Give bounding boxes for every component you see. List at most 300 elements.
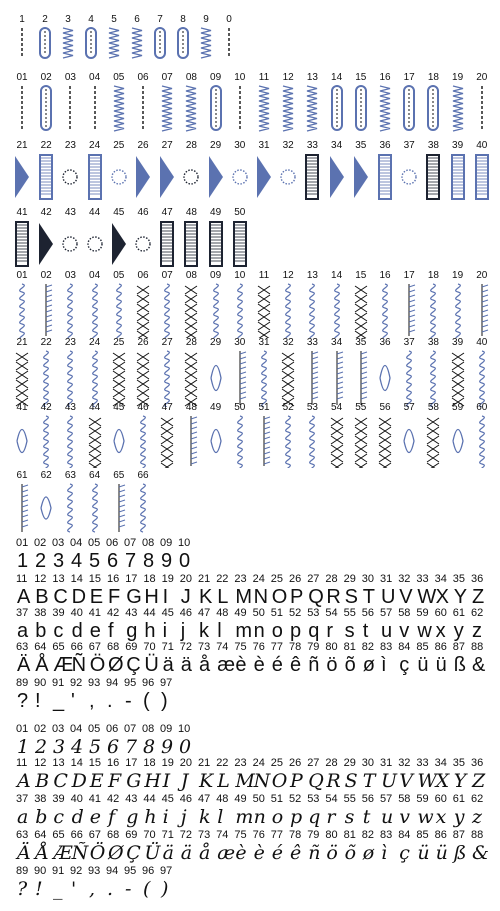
script-font-number: 87	[452, 829, 466, 841]
stitch-pattern	[132, 207, 154, 269]
script-font-number: 14	[70, 757, 83, 769]
stitch-pattern-icon	[375, 84, 395, 132]
script-font-number: 54	[325, 793, 338, 805]
script-font-number: 01	[16, 723, 29, 735]
stitch-number: 56	[379, 402, 391, 413]
stitch-number: 24	[89, 140, 101, 151]
script-font-number: 76	[252, 829, 265, 841]
script-font-number: 53	[307, 793, 320, 805]
script-font-glyph: b	[35, 806, 48, 828]
script-font-glyph: Ä	[17, 842, 31, 864]
stitch-number: 6	[134, 14, 140, 25]
block-font-number: 38	[34, 607, 47, 619]
stitch-number: 39	[452, 337, 464, 348]
stitch-pattern-icon	[448, 349, 468, 407]
block-font-glyph: y	[453, 620, 464, 642]
script-font-number: 66	[70, 829, 83, 841]
stitch-number: 27	[161, 337, 173, 348]
stitch-pattern	[132, 402, 154, 468]
script-font-number: 31	[380, 757, 393, 769]
script-font-glyph: ø	[362, 842, 375, 864]
script-font-number: 65	[52, 829, 65, 841]
stitch-pattern	[229, 72, 251, 132]
stitch-pattern-icon	[58, 26, 78, 60]
stitch-pattern-icon	[36, 482, 56, 534]
stitch-pattern-icon	[230, 84, 250, 132]
block-font-number: 52	[289, 607, 302, 619]
stitch-number: 38	[427, 140, 439, 151]
block-font-glyph: 5	[89, 550, 101, 572]
stitch-number: 22	[40, 337, 52, 348]
block-font-number: 51	[270, 607, 284, 619]
stitch-pattern-icon	[448, 84, 468, 132]
script-font-number: 05	[88, 723, 101, 735]
script-font-number: 96	[142, 865, 155, 877]
script-font-number: 79	[307, 829, 320, 841]
block-font-glyph: m	[235, 620, 253, 642]
stitch-pattern-icon	[196, 26, 216, 60]
stitch-pattern-icon	[230, 282, 250, 338]
script-font-number: 94	[106, 865, 119, 877]
script-font-glyph: è	[235, 842, 247, 864]
stitch-pattern	[277, 72, 299, 132]
stitch-number: 13	[306, 72, 318, 83]
block-font-glyph: ä	[180, 654, 192, 676]
script-font-glyph: N	[253, 770, 271, 792]
stitch-pattern-icon	[375, 282, 395, 338]
script-font-glyph: !	[35, 878, 43, 900]
stitch-pattern	[84, 207, 106, 269]
script-font-glyph: O	[271, 770, 288, 792]
script-font-glyph: h	[144, 806, 157, 828]
block-font-glyph: Å	[35, 654, 49, 676]
script-font-number: 73	[198, 829, 211, 841]
stitch-pattern	[229, 207, 251, 269]
block-font-glyph: ø	[362, 654, 376, 676]
stitch-pattern	[350, 140, 372, 202]
script-font-number: 62	[471, 793, 484, 805]
stitch-pattern	[156, 72, 178, 132]
script-font-glyph: s	[344, 806, 355, 828]
script-font-glyph: '	[71, 878, 77, 900]
stitch-number: 41	[16, 402, 28, 413]
stitch-number: 37	[403, 337, 415, 348]
block-font-number: 66	[70, 641, 83, 653]
stitch-pattern-icon	[173, 26, 193, 60]
script-font-number: 08	[142, 723, 155, 735]
stitch-pattern-icon	[181, 282, 201, 338]
script-font-number: 77	[270, 829, 284, 841]
stitch-pattern-icon	[351, 84, 371, 132]
script-font-glyph: Ñ	[71, 842, 89, 864]
block-font-number: 16	[107, 573, 120, 585]
script-font-glyph: 6	[107, 736, 120, 758]
stitch-pattern	[350, 72, 372, 132]
stitch-pattern	[350, 270, 372, 338]
stitch-pattern	[84, 270, 106, 338]
block-font-glyph: '	[71, 690, 75, 712]
stitch-pattern-icon	[157, 282, 177, 338]
stitch-pattern-icon	[448, 414, 468, 468]
stitch-number: 63	[64, 470, 76, 481]
script-font-number: 72	[179, 829, 193, 841]
block-font-number: 37	[16, 607, 29, 619]
stitch-number: 17	[403, 270, 415, 281]
block-font-glyph: H	[144, 586, 159, 608]
script-font-number: 21	[198, 757, 211, 769]
stitch-pattern-icon	[302, 152, 322, 202]
script-font-glyph: D	[71, 770, 87, 792]
block-font-number: 63	[16, 641, 29, 653]
stitch-pattern-icon	[206, 349, 226, 407]
script-font-number: 86	[434, 829, 447, 841]
block-font-glyph: B	[35, 586, 49, 608]
stitch-number: 46	[137, 402, 149, 413]
stitch-number: 15	[355, 72, 367, 83]
stitch-number: 30	[234, 140, 246, 151]
stitch-number: 03	[64, 270, 76, 281]
stitch-pattern-icon	[219, 26, 239, 60]
block-font-glyph: z	[472, 620, 482, 642]
script-font-number: 23	[234, 757, 247, 769]
stitch-number: 35	[355, 140, 367, 151]
stitch-pattern-icon	[35, 26, 55, 60]
stitch-pattern	[301, 140, 323, 202]
stitch-number: 37	[403, 140, 415, 151]
script-font-glyph: 4	[71, 736, 84, 758]
stitch-number: 28	[185, 337, 197, 348]
block-font-glyph: O	[271, 586, 288, 608]
stitch-number: 10	[234, 270, 246, 281]
script-font-glyph: 5	[89, 736, 102, 758]
stitch-number: 64	[89, 470, 101, 481]
script-font-glyph: ä	[162, 842, 174, 864]
script-font-number: 69	[125, 829, 138, 841]
block-font-glyph: 3	[53, 550, 65, 572]
stitch-pattern-icon	[85, 414, 105, 468]
stitch-pattern-icon	[399, 84, 419, 132]
block-font-glyph: L	[217, 586, 229, 608]
block-font-number: 68	[107, 641, 120, 653]
stitch-pattern	[471, 72, 493, 132]
script-font-number: 58	[398, 793, 411, 805]
stitch-pattern	[11, 270, 33, 338]
stitch-pattern-icon	[85, 152, 105, 202]
block-font-glyph: T	[362, 586, 376, 608]
stitch-number: 11	[258, 72, 270, 83]
stitch-number: 21	[16, 140, 28, 151]
block-font-glyph: J	[180, 586, 191, 608]
stitch-number: 25	[113, 337, 125, 348]
stitch-number: 23	[64, 140, 76, 151]
script-font-number: 49	[234, 793, 247, 805]
stitch-pattern	[180, 337, 202, 407]
stitch-pattern	[156, 140, 178, 202]
block-font-glyph: (	[143, 690, 150, 712]
block-font-glyph: D	[71, 586, 87, 608]
stitch-pattern	[11, 207, 33, 269]
stitch-number: 13	[306, 270, 318, 281]
stitch-pattern-icon	[351, 414, 371, 468]
block-font-glyph: x	[435, 620, 446, 642]
stitch-pattern	[253, 337, 275, 407]
stitch-number: 43	[64, 207, 76, 218]
stitch-pattern	[84, 140, 106, 202]
stitch-number: 10	[234, 72, 246, 83]
block-font-glyph: 7	[125, 550, 137, 572]
stitch-pattern-icon	[60, 414, 80, 468]
block-font-number: 09	[160, 537, 173, 549]
stitch-pattern	[471, 140, 493, 202]
stitch-pattern-icon	[327, 84, 347, 132]
block-font-number: 28	[325, 573, 338, 585]
block-font-glyph: Z	[472, 586, 485, 608]
stitch-pattern-icon	[133, 282, 153, 338]
block-font-glyph: N	[253, 586, 269, 608]
stitch-pattern-icon	[60, 482, 80, 534]
stitch-pattern-icon	[60, 84, 80, 132]
script-font-glyph: 0	[179, 736, 192, 758]
script-font-glyph: æ	[217, 842, 236, 864]
stitch-pattern-icon	[399, 152, 419, 202]
script-font-number-row	[16, 757, 490, 769]
stitch-pattern-icon	[302, 414, 322, 468]
stitch-pattern	[447, 72, 469, 132]
block-font-glyph: W	[417, 586, 437, 608]
block-font-glyph: _	[53, 690, 65, 712]
block-font-glyph: e	[89, 620, 101, 642]
stitch-pattern-icon	[109, 84, 129, 132]
script-font-glyph: d	[71, 806, 84, 828]
stitch-pattern	[80, 14, 102, 60]
stitch-pattern	[35, 402, 57, 468]
block-font-glyph-row	[16, 620, 490, 642]
script-font-glyph: -	[125, 878, 132, 900]
script-font-glyph: H	[144, 770, 161, 792]
script-font-glyph: k	[199, 806, 211, 828]
script-font-glyph: L	[217, 770, 230, 792]
block-font-glyph: M	[235, 586, 253, 608]
stitch-pattern	[108, 207, 130, 269]
script-font-glyph: Ö	[89, 842, 106, 864]
block-font-glyph: Ä	[17, 654, 31, 676]
script-font-number: 57	[380, 793, 393, 805]
stitch-number: 14	[331, 270, 343, 281]
stitch-number: 02	[40, 270, 52, 281]
script-font-glyph: c	[53, 806, 65, 828]
block-font-number: 33	[416, 573, 429, 585]
stitch-pattern	[471, 270, 493, 338]
stitch-pattern-icon	[399, 282, 419, 338]
script-font-glyph: g	[126, 806, 139, 828]
script-font-number: 13	[52, 757, 65, 769]
stitch-number: 60	[476, 402, 488, 413]
block-font-glyph: R	[326, 586, 341, 608]
script-font-glyph-row	[16, 736, 490, 758]
stitch-pattern-icon	[254, 84, 274, 132]
stitch-pattern	[84, 72, 106, 132]
stitch-pattern	[205, 207, 227, 269]
script-font-number: 10	[178, 723, 191, 735]
script-font-number: 25	[270, 757, 284, 769]
stitch-number: 11	[258, 270, 270, 281]
stitch-number: 06	[137, 270, 149, 281]
stitch-pattern-icon	[278, 414, 298, 468]
block-font-glyph: n	[253, 620, 265, 642]
script-font-glyph: ö	[326, 842, 338, 864]
block-font-number: 81	[343, 641, 356, 653]
stitch-pattern	[108, 402, 130, 468]
block-font-number: 73	[198, 641, 211, 653]
script-font-glyph: z	[472, 806, 483, 828]
stitch-pattern-icon	[472, 282, 492, 338]
script-font-number: 81	[343, 829, 356, 841]
script-font-number: 44	[143, 793, 156, 805]
stitch-number: 44	[89, 402, 101, 413]
stitch-pattern-icon	[36, 152, 56, 202]
script-font-number: 50	[252, 793, 265, 805]
stitch-pattern	[156, 337, 178, 407]
stitch-number: 45	[113, 402, 125, 413]
script-font-number: 92	[70, 865, 83, 877]
block-font-number: 31	[380, 573, 393, 585]
script-font-number: 88	[471, 829, 484, 841]
script-font-number-row	[16, 865, 490, 877]
script-font-glyph: f	[108, 806, 116, 828]
stitch-number: 09	[210, 72, 222, 83]
stitch-pattern-icon	[278, 152, 298, 202]
script-font-number: 43	[125, 793, 138, 805]
block-font-glyph: r	[326, 620, 334, 642]
script-font-number: 70	[143, 829, 156, 841]
stitch-number: 40	[476, 337, 488, 348]
script-font-number: 78	[289, 829, 302, 841]
script-font-glyph: ?	[17, 878, 28, 900]
script-font-number: 11	[16, 757, 28, 769]
stitch-pattern	[132, 337, 154, 407]
stitch-pattern	[374, 270, 396, 338]
stitch-pattern-icon	[254, 414, 274, 468]
stitch-number: 31	[258, 337, 270, 348]
script-font-number: 59	[416, 793, 429, 805]
script-font-number: 80	[325, 829, 338, 841]
block-font-number: 48	[216, 607, 229, 619]
script-font-glyph: R	[326, 770, 341, 792]
block-font-number: 03	[52, 537, 65, 549]
script-font-glyph: F	[108, 770, 122, 792]
block-font-number: 34	[434, 573, 447, 585]
script-font-glyph: t	[362, 806, 371, 828]
stitch-pattern-icon	[230, 152, 250, 202]
block-font-glyph: ,	[89, 690, 95, 712]
script-font-glyph: 3	[53, 736, 66, 758]
stitch-pattern-icon	[278, 282, 298, 338]
stitch-number: 34	[331, 337, 343, 348]
script-font-glyph: ü	[435, 842, 448, 864]
stitch-number: 15	[355, 270, 367, 281]
stitch-pattern-icon	[12, 282, 32, 338]
block-font-glyph: j	[180, 620, 186, 642]
stitch-pattern	[447, 270, 469, 338]
stitch-number: 36	[379, 140, 391, 151]
script-font-number: 35	[452, 757, 466, 769]
block-font-number: 71	[161, 641, 174, 653]
script-font-glyph-row	[16, 878, 490, 900]
stitch-pattern-icon	[181, 349, 201, 407]
stitch-pattern-icon	[60, 349, 80, 407]
block-font-glyph: å	[199, 654, 211, 676]
stitch-pattern	[34, 14, 56, 60]
stitch-pattern	[59, 207, 81, 269]
stitch-pattern-icon	[60, 282, 80, 338]
block-font-glyph: c	[53, 620, 64, 642]
script-font-glyph: Ç	[126, 842, 141, 864]
block-font-glyph: g	[126, 620, 138, 642]
block-font-glyph: Ø	[108, 654, 124, 676]
stitch-pattern-icon	[157, 84, 177, 132]
stitch-pattern	[103, 14, 125, 60]
script-font-number: 34	[434, 757, 447, 769]
stitch-number: 48	[185, 402, 197, 413]
script-font-number: 22	[216, 757, 229, 769]
stitch-pattern-icon	[133, 152, 153, 202]
stitch-pattern	[180, 207, 202, 269]
stitch-pattern-icon	[181, 152, 201, 202]
script-font-number: 52	[289, 793, 302, 805]
script-font-glyph: p	[290, 806, 303, 828]
script-font-number: 48	[216, 793, 229, 805]
block-font-number-row	[16, 641, 490, 653]
stitch-pattern	[422, 270, 444, 338]
script-font-number: 45	[161, 793, 174, 805]
script-font-glyph: m	[235, 806, 254, 828]
block-font-number: 30	[361, 573, 375, 585]
block-font-glyph: õ	[344, 654, 356, 676]
block-font-number: 96	[142, 677, 155, 689]
stitch-pattern	[108, 470, 130, 534]
stitch-number: 49	[210, 207, 222, 218]
script-font-number: 75	[234, 829, 247, 841]
script-font-number: 27	[307, 757, 320, 769]
stitch-pattern	[471, 402, 493, 468]
script-font-glyph: x	[435, 806, 447, 828]
stitch-pattern-icon	[85, 84, 105, 132]
stitch-number: 33	[306, 140, 318, 151]
block-font-number: 88	[471, 641, 484, 653]
block-font-glyph: Æ	[53, 654, 74, 676]
stitch-pattern	[229, 140, 251, 202]
stitch-pattern	[326, 337, 348, 407]
stitch-pattern-icon	[351, 349, 371, 407]
stitch-number: 62	[40, 470, 52, 481]
stitch-pattern-icon	[302, 282, 322, 338]
stitch-number: 43	[64, 402, 76, 413]
stitch-number: 04	[89, 72, 101, 83]
stitch-pattern-icon	[12, 349, 32, 407]
stitch-pattern-icon	[423, 152, 443, 202]
script-font-number: 15	[88, 757, 102, 769]
stitch-pattern	[398, 337, 420, 407]
block-font-glyph: ç	[399, 654, 410, 676]
block-font-glyph: h	[144, 620, 156, 642]
block-font-glyph: i	[162, 620, 168, 642]
block-font-glyph: ö	[326, 654, 338, 676]
stitch-number: 27	[161, 140, 173, 151]
stitch-pattern	[35, 337, 57, 407]
stitch-number: 05	[113, 72, 125, 83]
block-font-glyph: !	[35, 690, 41, 712]
block-font-glyph: U	[381, 586, 396, 608]
